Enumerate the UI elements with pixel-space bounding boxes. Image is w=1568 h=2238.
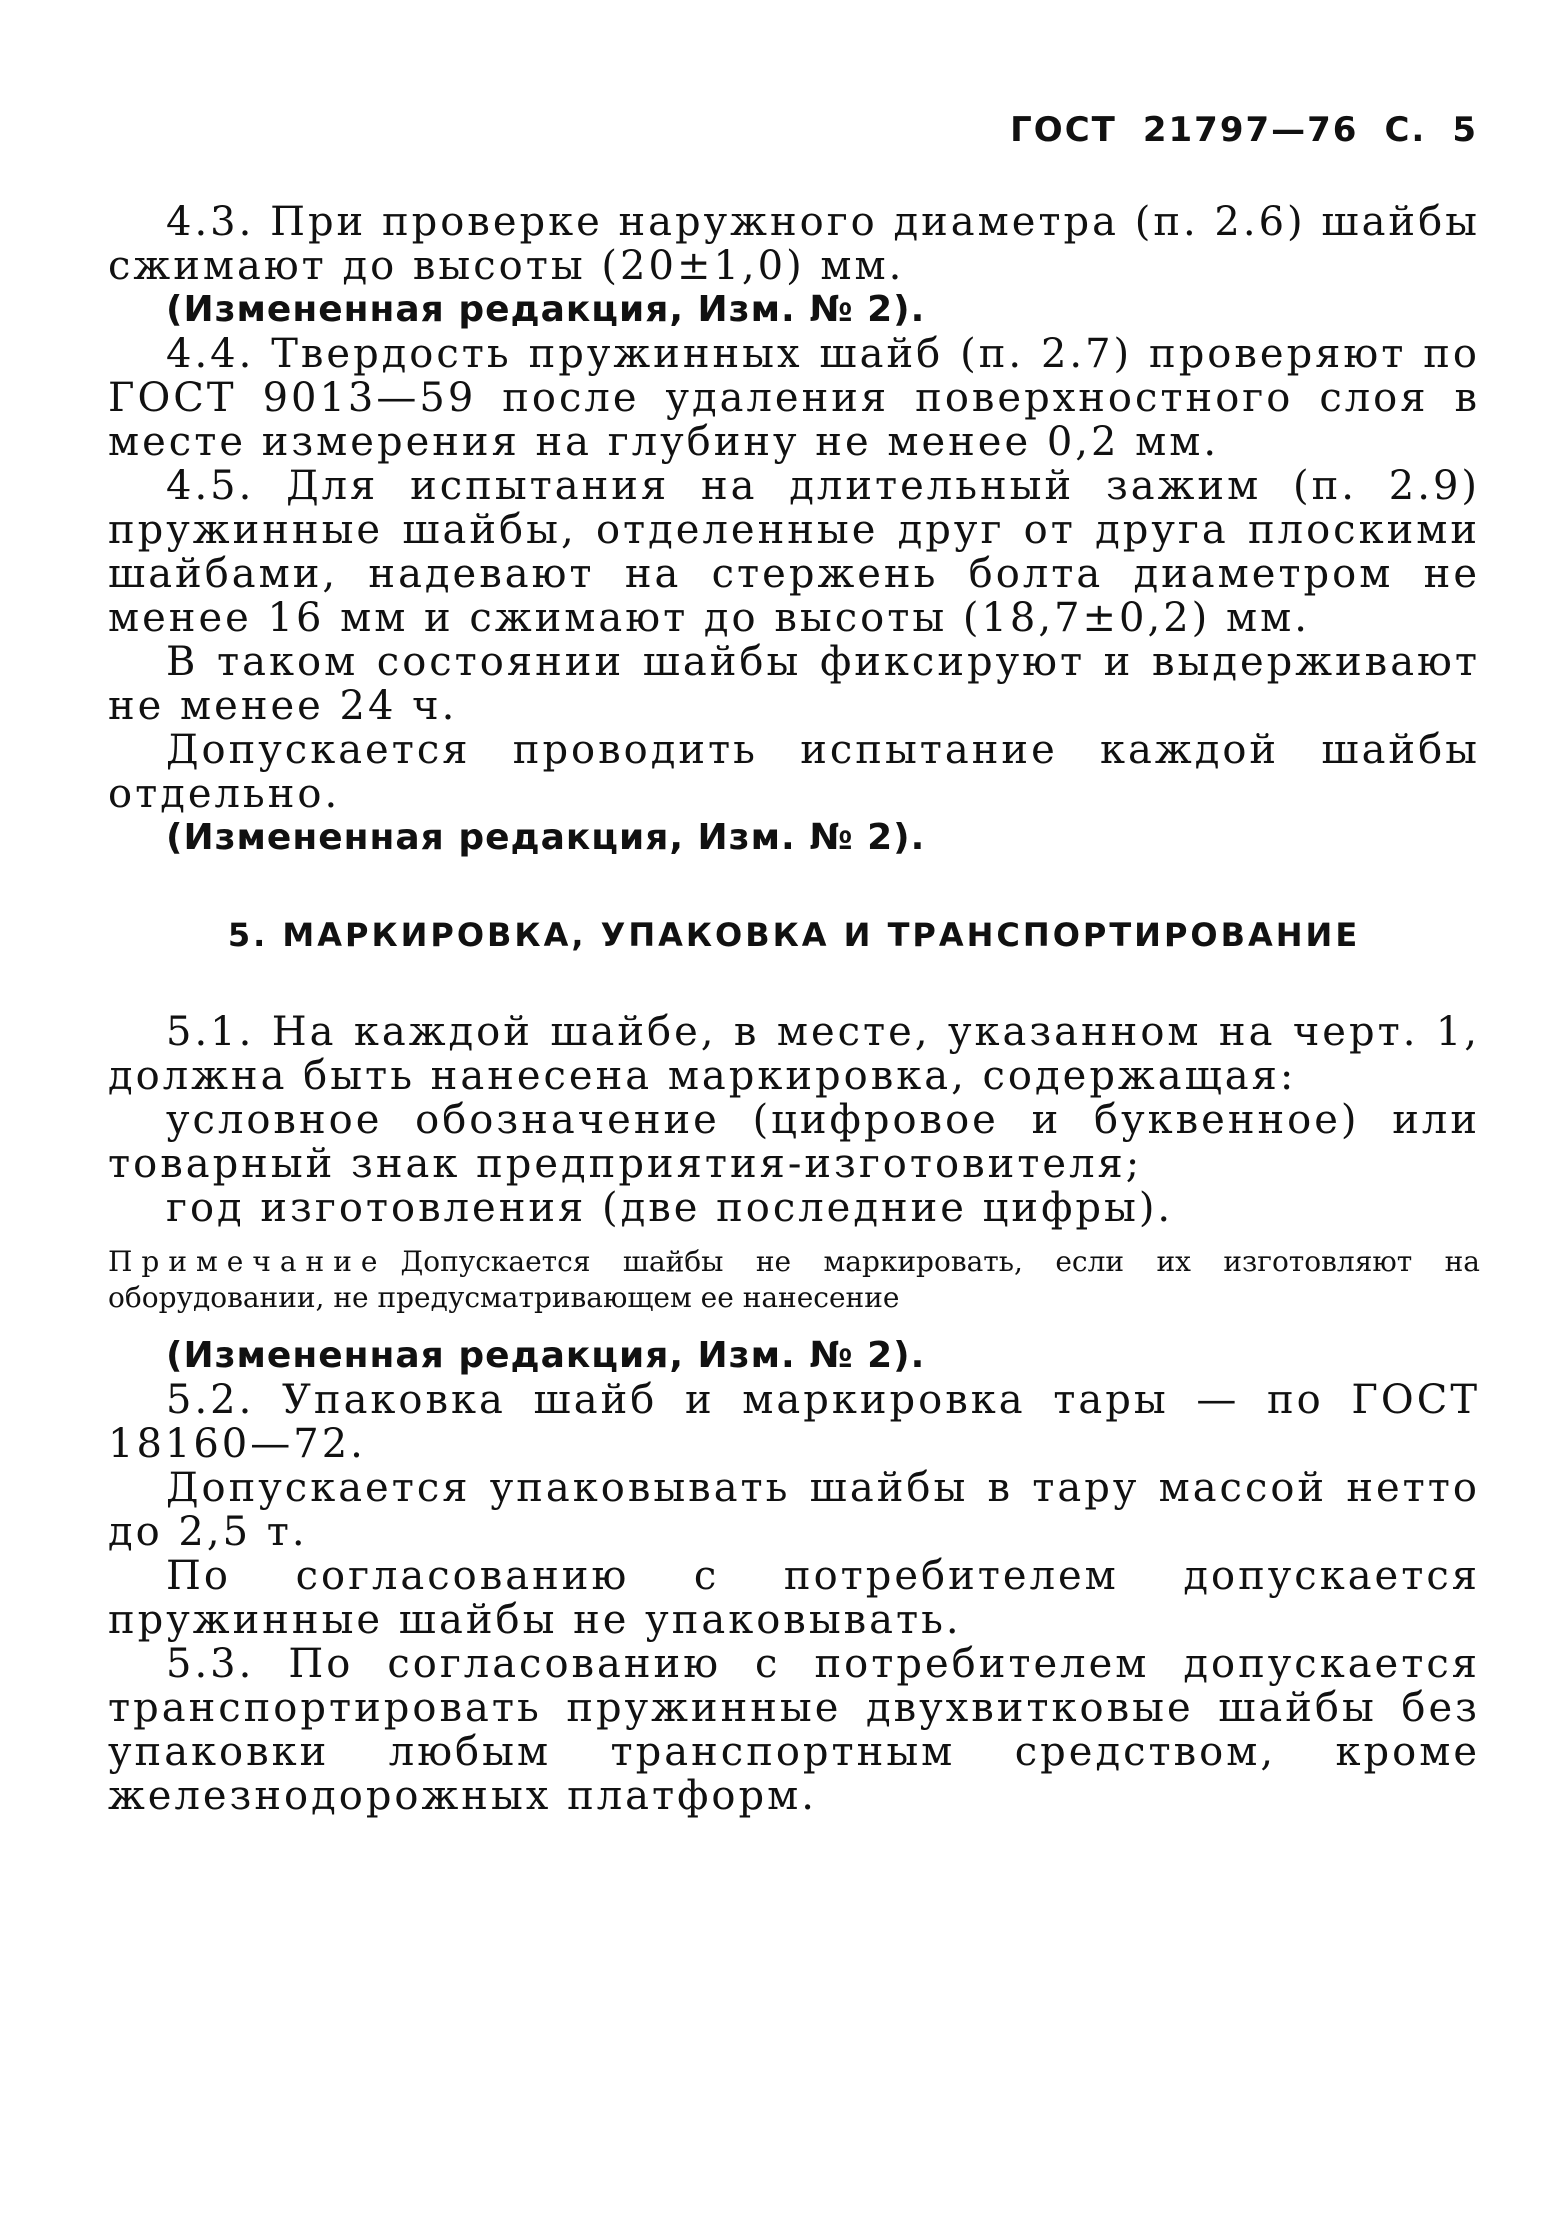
clause-4-5: 4.5. Для испытания на длительный зажим (п. 2.9) пружинные шайбы, отделенные друг от друга плоскими шайбами, надевают на стержень болта диаметром не менее 16 мм и сжимают до высоты (18,7±0,2) мм. (108, 463, 1480, 641)
clause-4-3: 4.3. При проверке наружного диаметра (п. 2.6) шайбы сжимают до высоты (20±1,0) мм. (108, 199, 1480, 289)
amendment-note: (Измененная редакция, Изм. № 2). (166, 817, 926, 858)
clause-5-2: 5.2. Упаковка шайб и маркировка тары — по ГОСТ 18160—72. (108, 1377, 1480, 1467)
amendment-note: (Измененная редакция, Изм. № 2). (166, 1335, 926, 1376)
document-body (108, 200, 1480, 1818)
standard-number: 21797—76 (1142, 110, 1359, 150)
amendment-note: (Измененная редакция, Изм. № 2). (166, 289, 926, 330)
standard-label: ГОСТ (1010, 110, 1117, 150)
clause-5-2-paragraph: Допускается упаковывать шайбы в тару массой нетто до 2,5 т. (108, 1465, 1480, 1555)
clause-5-1: 5.1. На каждой шайбе, в месте, указанном на черт. 1, должна быть нанесена маркировка, содержащая: (108, 1009, 1480, 1099)
page-label: С. (1384, 110, 1427, 150)
clause-4-4: 4.4. Твердость пружинных шайб (п. 2.7) проверяют по ГОСТ 9013—59 после удаления поверхностного слоя в месте измерения на глубину не менее 0,2 мм. (108, 331, 1480, 465)
note-label: Примечание (108, 1245, 387, 1278)
clause-5-2-paragraph: По согласованию с потребителем допускается пружинные шайбы не упаковывать. (108, 1553, 1480, 1643)
note (108, 1244, 1480, 1316)
clause-4-5-paragraph: В таком состоянии шайбы фиксируют и выдерживают не менее 24 ч. (108, 639, 1480, 729)
clause-5-1-paragraph: год изготовления (две последние цифры). (166, 1185, 1174, 1231)
page-number: 5 (1452, 110, 1478, 150)
page-header (1010, 110, 1478, 150)
clause-4-5-paragraph: Допускается проводить испытание каждой шайбы отдельно. (108, 727, 1480, 817)
clause-5-3: 5.3. По согласованию с потребителем допускается транспортировать пружинные двухвитковые шайбы без упаковки любым транспортным средством, кроме железнодорожных платформ. (108, 1641, 1480, 1819)
note-text: Допускается шайбы не маркировать, если их изготовляют на оборудовании, не предусматривающем ее нанесение (108, 1245, 1480, 1314)
section-5-title: 5. МАРКИРОВКА, УПАКОВКА И ТРАНСПОРТИРОВАНИЕ (227, 916, 1361, 954)
clause-5-1-paragraph: условное обозначение (цифровое и буквенное) или товарный знак предприятия-изготовителя; (108, 1097, 1480, 1187)
